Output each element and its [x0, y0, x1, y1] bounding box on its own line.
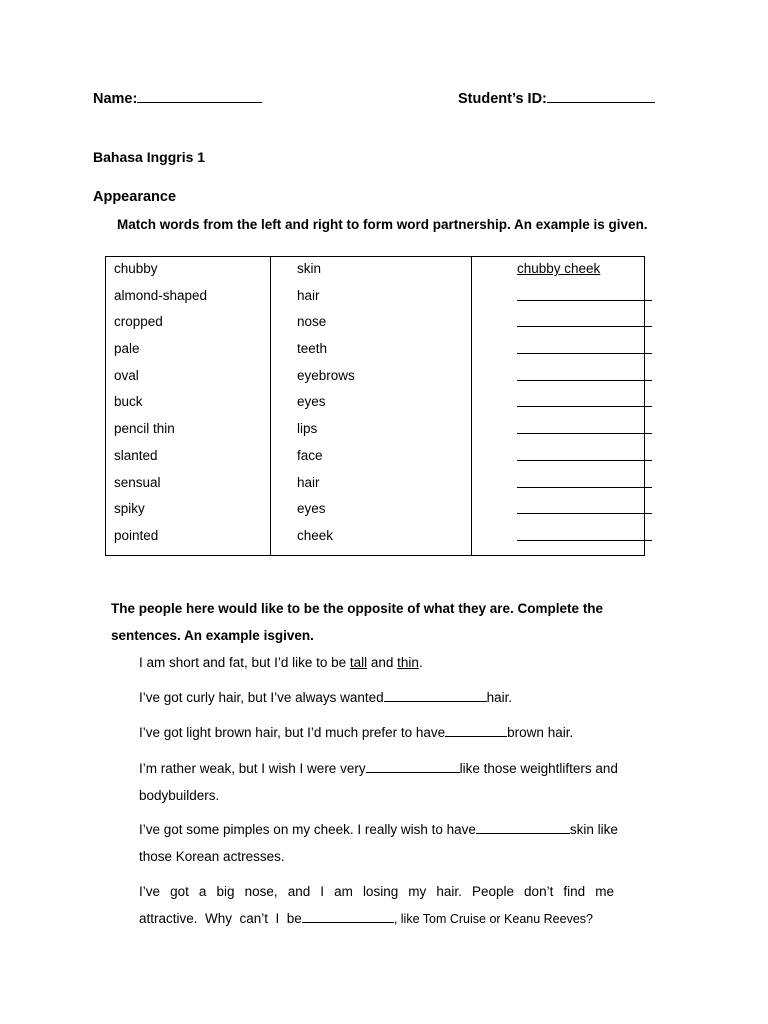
student-id-field: [458, 88, 655, 107]
left-word: spiky: [114, 501, 145, 517]
sentence-text: hair.: [486, 690, 513, 705]
example-word: tall: [349, 655, 368, 670]
fill-blank[interactable]: [476, 820, 570, 834]
sentence-text: I’ve got curly hair, but I’ve always wanted: [139, 690, 384, 705]
sentence-3: [139, 720, 639, 747]
sentence-5: [139, 817, 639, 870]
right-word: lips: [297, 421, 318, 437]
right-word: eyes: [297, 394, 326, 410]
student-id-blank[interactable]: [547, 88, 655, 103]
left-column: [106, 257, 271, 556]
right-word: skin: [297, 261, 322, 276]
matching-table: [105, 256, 645, 556]
left-word: pale: [114, 341, 140, 357]
right-word: hair: [297, 287, 320, 303]
right-word: nose: [297, 314, 327, 330]
name-blank[interactable]: [137, 88, 262, 103]
sentence-text: I am short and fat, but I’d like to be: [139, 655, 350, 670]
sentence-text: I’ve got light brown hair, but I’d much prefer to have: [139, 725, 446, 740]
answer-blank[interactable]: [473, 313, 643, 340]
sentence-text: , like Tom Cruise or Keanu Reeves?: [393, 911, 593, 926]
right-word: face: [297, 447, 323, 463]
sentence-2: [139, 685, 639, 712]
left-word: sensual: [114, 474, 161, 490]
left-word: buck: [114, 394, 143, 410]
left-word: chubby: [114, 261, 158, 276]
sentence-text: like those weightlifters and: [459, 761, 618, 776]
answer-blank[interactable]: [473, 287, 643, 314]
answer-blank[interactable]: [473, 500, 643, 527]
sentence-text: bodybuilders.: [139, 787, 220, 803]
example-answer: chubby cheek: [517, 261, 601, 276]
sentence-text: attractive. Why can’t I be: [139, 910, 302, 926]
fill-blank[interactable]: [384, 688, 487, 702]
sentence-text: .: [418, 655, 423, 670]
answer-column: [472, 257, 645, 556]
right-word: eyes: [297, 501, 326, 517]
left-word: slanted: [114, 447, 158, 463]
left-word: pencil thin: [114, 421, 175, 437]
answer-blank[interactable]: [473, 420, 643, 447]
student-id-label: Student’s ID:: [458, 91, 547, 107]
right-word: cheek: [297, 527, 334, 543]
sentence-text: and: [367, 655, 398, 670]
fill-blank[interactable]: [302, 909, 394, 923]
answer-blank[interactable]: [473, 474, 643, 501]
right-word: teeth: [297, 341, 328, 357]
fill-blank[interactable]: [366, 759, 460, 773]
sentence-text: brown hair.: [507, 725, 574, 740]
right-word: eyebrows: [297, 367, 355, 383]
example-sentence: [139, 650, 639, 677]
sentence-4: [139, 756, 639, 809]
instruction-line: sentences. An example isgiven.: [111, 627, 314, 643]
sentence-text: I’ve got some pimples on my cheek. I really wish to have: [139, 822, 476, 837]
fill-blank[interactable]: [445, 723, 507, 737]
section-title: Appearance: [93, 189, 177, 205]
matching-instruction: Match words from the left and right to form word partnership. An example is given.: [117, 217, 648, 232]
sentence-text: those Korean actresses.: [139, 848, 285, 864]
right-word: hair: [297, 474, 320, 490]
answer-blank[interactable]: [473, 447, 643, 474]
sentence-text: I’m rather weak, but I wish I were very: [139, 761, 366, 776]
sentence-text: I’ve got a big nose, and I am losing my hair. People don’t find me: [139, 884, 614, 899]
sentence-text: skin like: [569, 822, 618, 837]
left-word: oval: [114, 367, 139, 383]
name-label: Name:: [93, 91, 138, 107]
answer-blank[interactable]: [473, 367, 643, 394]
answer-blank[interactable]: [473, 527, 643, 554]
answer-blank[interactable]: [473, 340, 643, 367]
course-title: Bahasa Inggris 1: [93, 149, 206, 165]
example-word: thin: [397, 655, 419, 670]
right-column: [271, 257, 472, 556]
left-word: pointed: [114, 527, 159, 543]
left-word: cropped: [114, 314, 163, 330]
left-word: almond-shaped: [114, 287, 208, 303]
instruction-line: The people here would like to be the opposite of what they are. Complete the: [111, 601, 604, 616]
answer-blank[interactable]: [473, 393, 643, 420]
name-field: [93, 88, 262, 107]
opposites-instruction: [111, 596, 651, 649]
sentence-6: [139, 879, 639, 932]
